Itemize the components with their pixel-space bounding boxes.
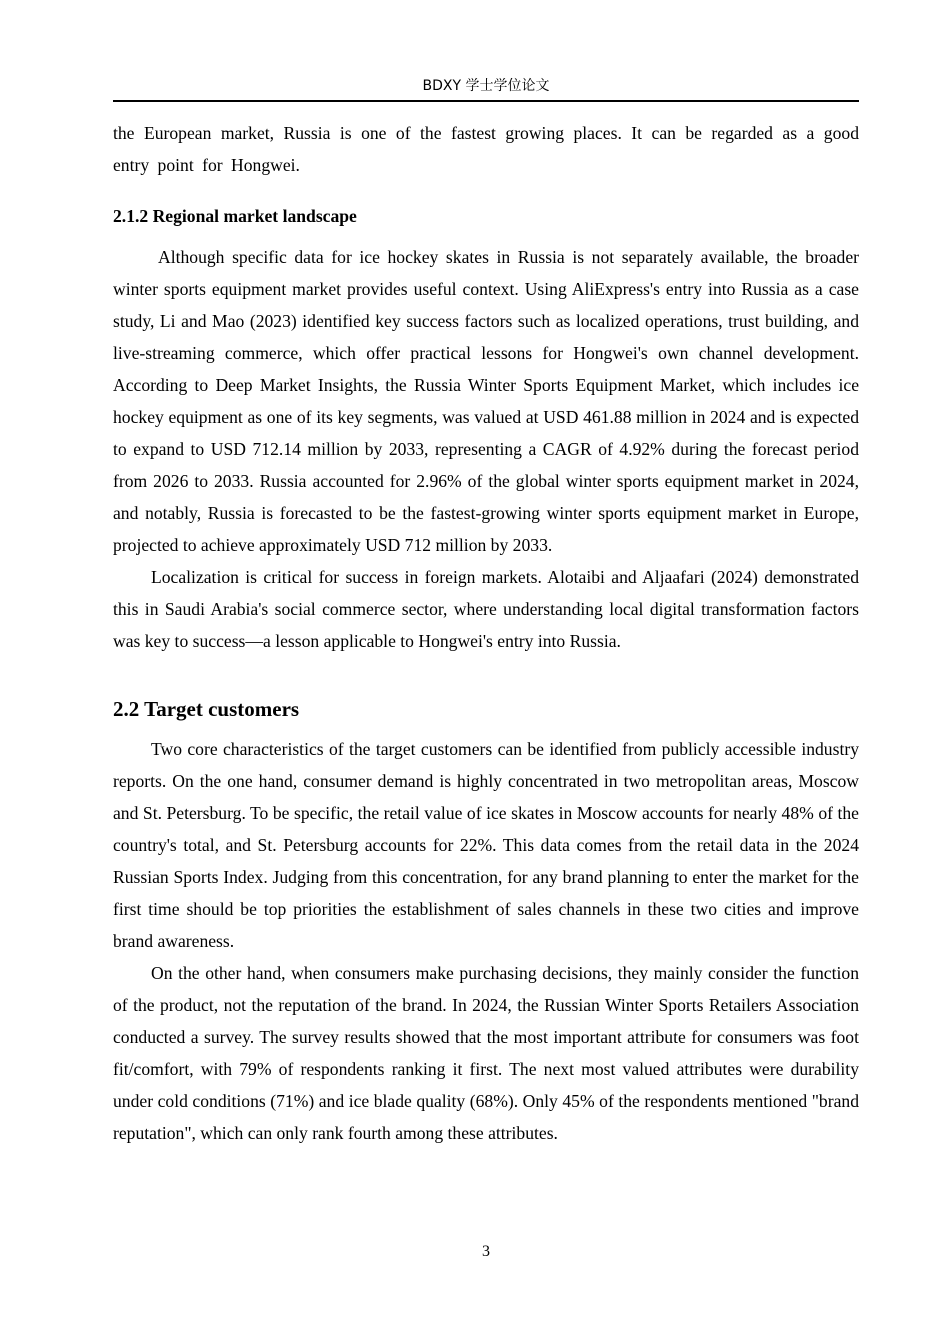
header-divider <box>113 100 859 102</box>
paragraph-target-customers-2: On the other hand, when consumers make purchasing decisions, they mainly consider the function of the product, not the reputation of the brand. In 2024, the Russian Winter Sports Retailers Association conducted a survey. The survey results showed that the most important attribute for consumers was foot fit/comfort, with 79% of respondents ranking it first. The next most valued attributes were durability under cold conditions (71%) and ice blade quality (68%). Only 45% of the respondents mentioned "brand reputation", which can only rank fourth among these attributes. <box>113 963 859 1143</box>
paragraph-regional-market-1: Although specific data for ice hockey skates in Russia is not separately available, the broader winter sports equipment market provides useful context. Using AliExpress's entry into Russia as a case study, Li and Mao (2023) identified key success factors such as localized operations, trust building, and live-streaming commerce, which offer practical lessons for Hongwei's own channel development. According to Deep Market Insights, the Russia Winter Sports Equipment Market, which includes ice hockey equipment as one of its key segments, was valued at USD 461.88 million in 2024 and is expected to expand to USD 712.14 million by 2033, representing a CAGR of 4.92% during the forecast period from 2026 to 2033. Russia accounted for 2.96% of the global winter sports equipment market in 2024, and notably, Russia is forecasted to be the fastest-growing winter sports equipment market in Europe, projected to achieve approximately USD 712 million by 2033. <box>113 247 859 555</box>
page-number: 3 <box>482 1243 490 1260</box>
section-heading-2-2: 2.2 Target customers <box>113 697 300 721</box>
page-content <box>113 117 859 1149</box>
section-heading-2-1-2: 2.1.2 Regional market landscape <box>113 206 357 226</box>
paragraph-continuation: the European market, Russia is one of the fastest growing places. It can be regarded as a good entry point for Hongwei. <box>113 123 859 175</box>
paragraph-regional-market-2: Localization is critical for success in foreign markets. Alotaibi and Aljaafari (2024) demonstrated this in Saudi Arabia's social commerce sector, where understanding local digital transformation factors was key to success—a lesson applicable to Hongwei's entry into Russia. <box>113 567 859 651</box>
page-header: BDXY 学士学位论文 <box>422 78 550 94</box>
paragraph-target-customers-1: Two core characteristics of the target customers can be identified from publicly accessible industry reports. On the one hand, consumer demand is highly concentrated in two metropolitan areas, Moscow and St. Petersburg. To be specific, the retail value of ice skates in Moscow accounts for nearly 48% of the country's total, and St. Petersburg accounts for 22%. This data comes from the retail data in the 2024 Russian Sports Index. Judging from this concentration, for any brand planning to enter the market for the first time should be top priorities the establishment of sales channels in these two cities and improve brand awareness. <box>113 739 859 951</box>
